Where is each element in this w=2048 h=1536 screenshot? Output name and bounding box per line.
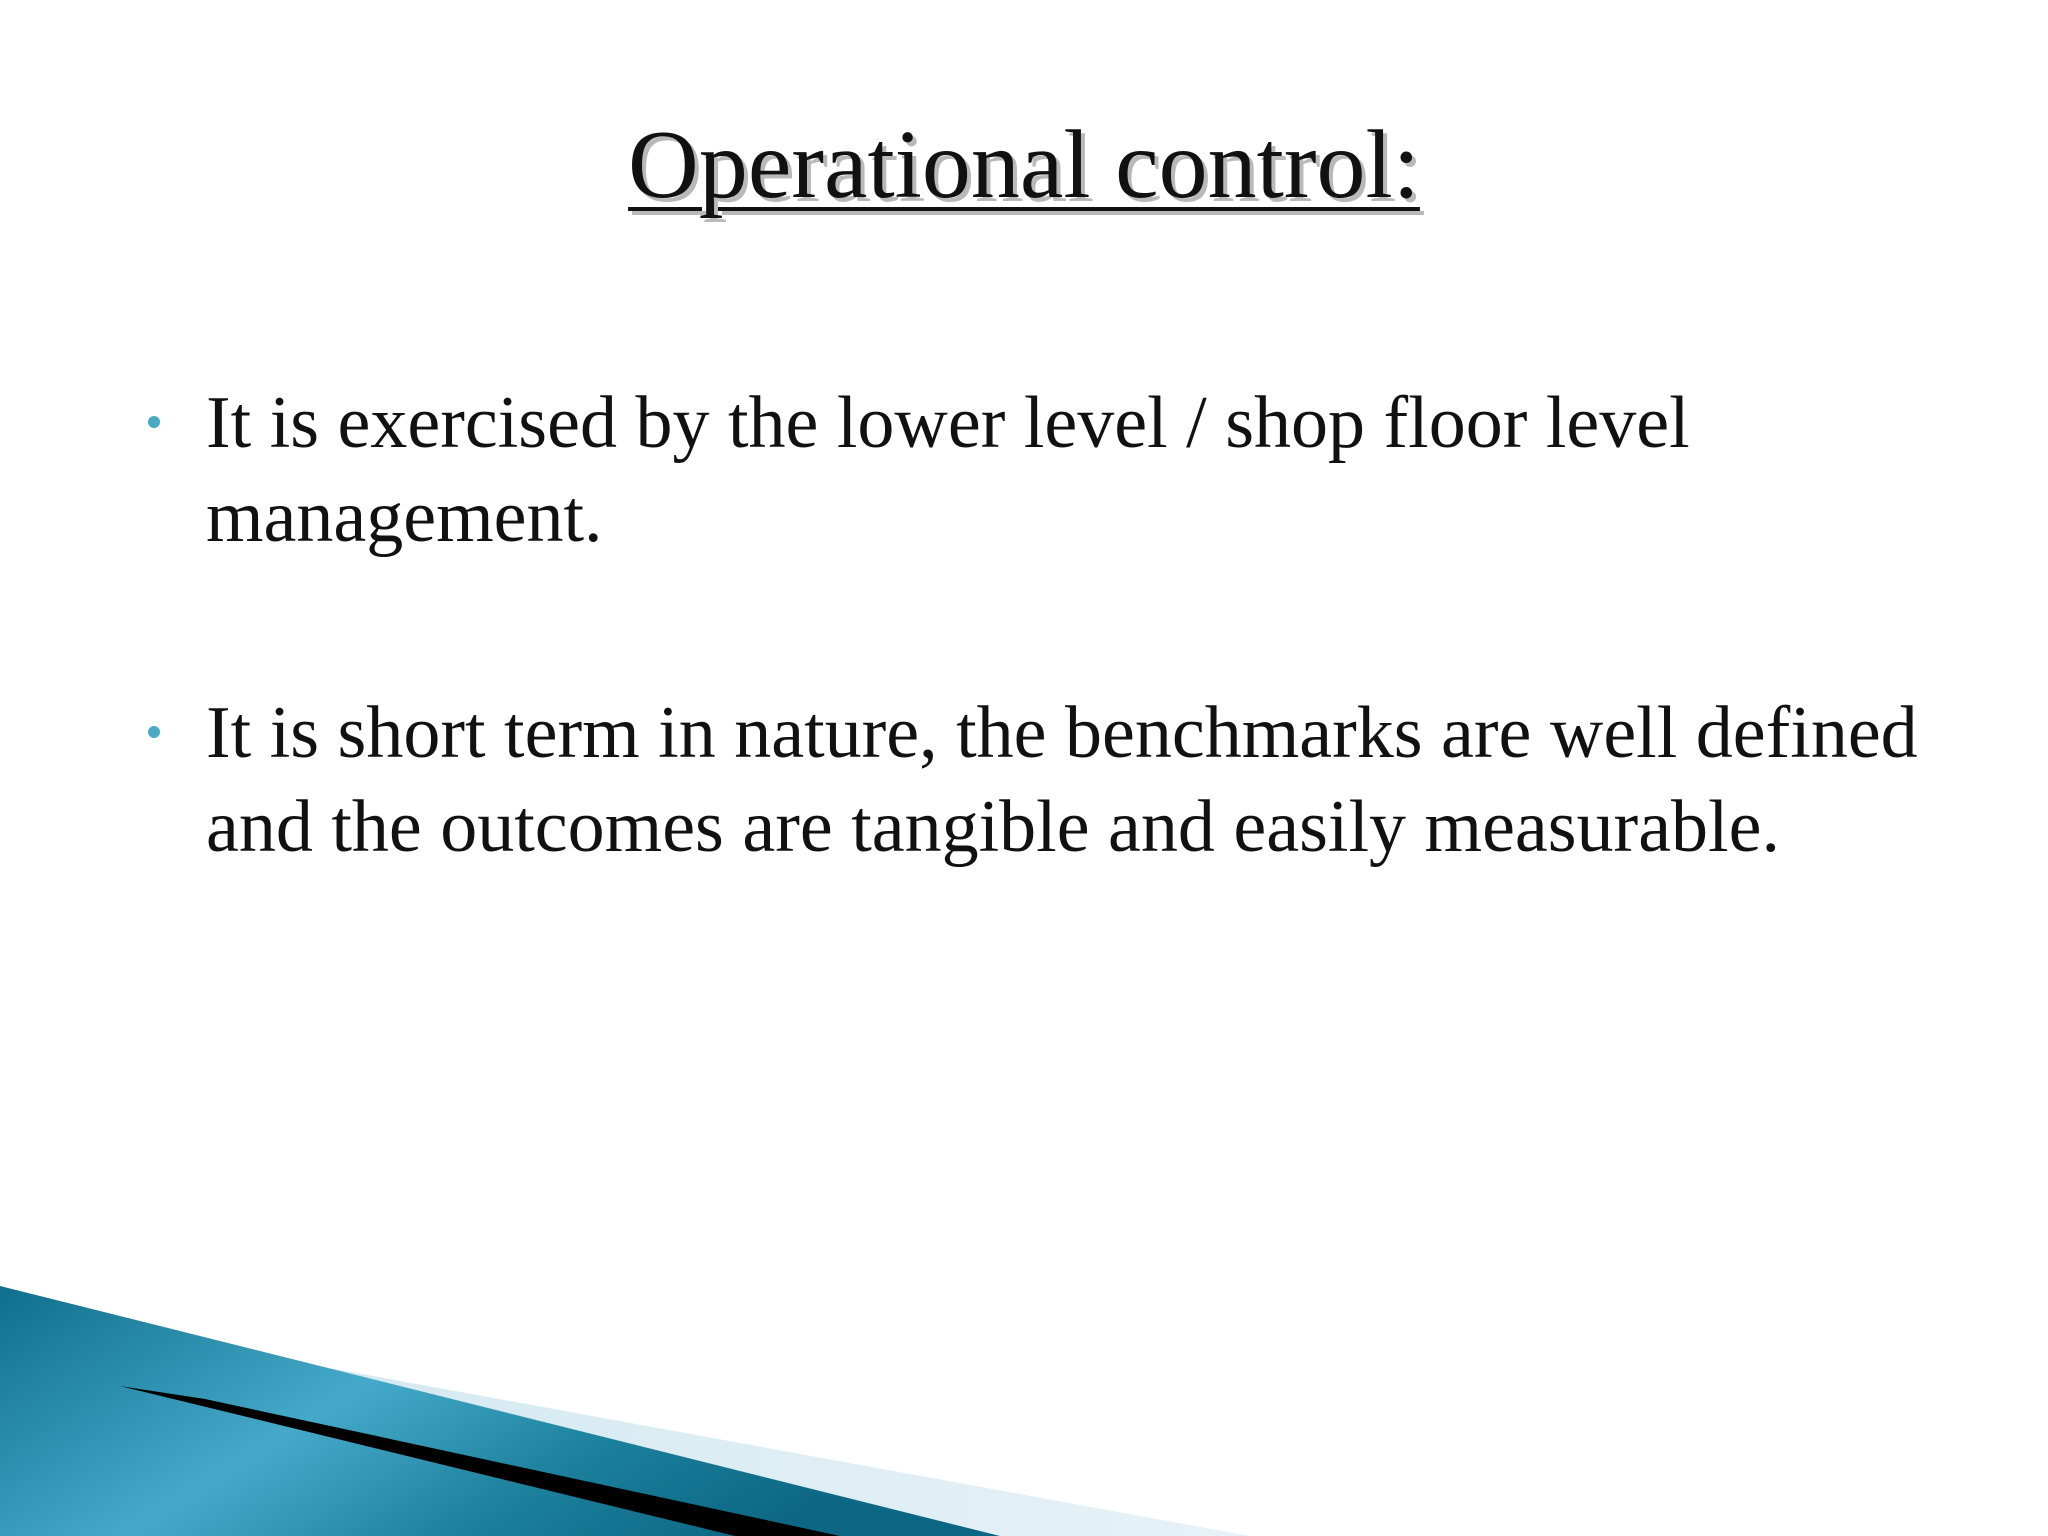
bullet-list: [148, 376, 1928, 996]
bullet-dot-icon: [148, 416, 160, 428]
bullet-text: It is exercised by the lower level / shop floor level management.: [206, 382, 1690, 558]
bullet-text: It is short term in nature, the benchmarks are well defined and the outcomes are tangible and easily measurable.: [206, 692, 1918, 868]
slide-title: Operational control:: [628, 111, 1420, 219]
teal-band: [0, 1286, 1000, 1536]
bullet-item: [148, 376, 1928, 564]
corner-wave-decoration: [0, 1286, 2048, 1536]
bullet-dot-icon: [148, 726, 160, 738]
bullet-item: [148, 686, 1928, 874]
